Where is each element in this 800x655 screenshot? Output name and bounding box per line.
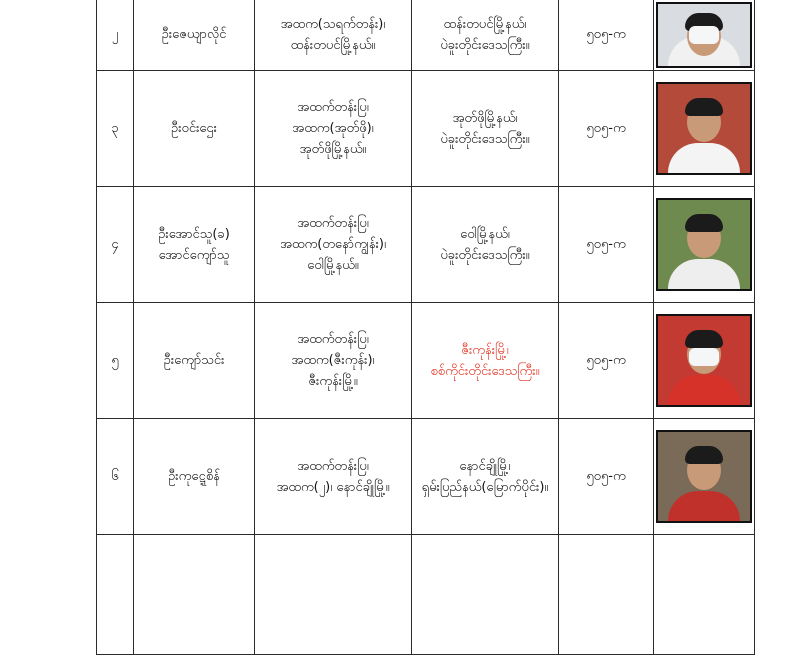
address-line: ဝေါမြို့နယ်၊ <box>460 226 510 242</box>
name-line: ဦးကျော်သင်း <box>163 353 225 368</box>
address-cell <box>412 187 559 303</box>
address-line: ဇီးကုန်းမြို့၊ <box>461 342 509 358</box>
photo-cell <box>654 303 755 419</box>
position-line: အထက(၂)၊ နောင်ချိုမြို့။ <box>276 479 390 495</box>
address-line: နောင်ချိုမြို့၊ <box>459 458 511 474</box>
name-line: အောင်ကျော်သူ <box>158 247 230 263</box>
code-cell: ၅၀၅-က <box>559 187 654 303</box>
photo-cell <box>654 535 755 655</box>
address-line: ပဲခူးတိုင်းဒေသကြီး။ <box>440 247 530 263</box>
row-number: ၆ <box>97 419 134 535</box>
name-cell <box>134 303 255 419</box>
row-number: ၄ <box>97 187 134 303</box>
name-cell <box>134 71 255 187</box>
portrait-photo <box>656 430 752 523</box>
table-row <box>97 303 755 419</box>
position-cell <box>255 71 412 187</box>
portrait-photo <box>656 82 752 175</box>
address-cell <box>412 535 559 655</box>
address-cell <box>412 0 559 71</box>
position-line: အုတ်ဖိုမြို့နယ်။ <box>299 142 367 157</box>
position-line: အထက်တန်းပြ၊ <box>297 332 369 347</box>
photo-cell <box>654 187 755 303</box>
position-line: အထက်တန်းပြ၊ <box>297 100 369 115</box>
name-cell <box>134 535 255 655</box>
address-line: ပဲခူးတိုင်းဒေသကြီး။ <box>440 37 530 53</box>
position-cell <box>255 419 412 535</box>
address-line: ရှမ်းပြည်နယ်(မြောက်ပိုင်း)။ <box>421 479 549 495</box>
position-line: အထက(အုတ်ဖို)၊ <box>292 121 374 136</box>
address-line: ပဲခူးတိုင်းဒေသကြီး။ <box>440 131 530 147</box>
address-cell <box>412 71 559 187</box>
photo-hair <box>685 98 723 116</box>
code-cell: ၅၀၅-က <box>559 419 654 535</box>
name-line: ဦးဝင်းဌေး <box>171 121 217 136</box>
code-cell: ၅၀၅-က <box>559 71 654 187</box>
photo-hair <box>685 214 723 232</box>
photo-hair <box>685 330 723 348</box>
position-line: အထက(သရက်တန်း)၊ <box>280 16 386 32</box>
portrait-photo <box>656 314 752 407</box>
photo-cell <box>654 71 755 187</box>
position-cell <box>255 303 412 419</box>
portrait-photo <box>656 2 752 68</box>
photo-hair <box>685 446 723 464</box>
row-number <box>97 535 134 655</box>
code-cell: ၅၀၅-က <box>559 0 654 71</box>
code-cell: ၅၀၅-က <box>559 303 654 419</box>
table-row <box>97 187 755 303</box>
table-row <box>97 419 755 535</box>
address-line: အုတ်ဖိုမြို့နယ်၊ <box>452 110 518 126</box>
position-line: ဝေါမြို့နယ်။ <box>307 258 359 273</box>
position-line: အထက(တနော်ကျွန်း)၊ <box>279 237 387 252</box>
name-line: ဦးဇေယျာလိုင် <box>161 27 227 42</box>
name-line: ဦးကုဋ္ဋေစိန် <box>168 469 220 484</box>
code-cell <box>559 535 654 655</box>
table-row <box>97 0 755 71</box>
address-cell <box>412 303 559 419</box>
photo-cell <box>654 0 755 71</box>
portrait-photo <box>656 198 752 291</box>
position-line: ထန်းတပင်မြို့နယ်။ <box>290 37 376 53</box>
row-number: ၅ <box>97 303 134 419</box>
position-line: အထက်တန်းပြ၊ <box>297 458 369 474</box>
address-line: ထန်းတပင်မြို့နယ်၊ <box>443 16 527 32</box>
face-mask <box>689 348 719 366</box>
name-cell <box>134 187 255 303</box>
position-line: အထက(ဇီးကုန်း)၊ <box>291 353 375 368</box>
position-cell <box>255 0 412 71</box>
photo-cell <box>654 419 755 535</box>
face-mask <box>689 26 719 44</box>
name-cell <box>134 419 255 535</box>
address-cell <box>412 419 559 535</box>
row-number: ၃ <box>97 71 134 187</box>
row-number: ၂ <box>97 0 134 71</box>
table-body <box>97 0 755 655</box>
position-cell <box>255 535 412 655</box>
position-cell <box>255 187 412 303</box>
name-line: ဦးအောင်သူ(ခ) <box>158 226 230 242</box>
table-row <box>97 71 755 187</box>
officials-table <box>96 0 755 655</box>
address-line: စစ်ကိုင်းတိုင်းဒေသကြီး။ <box>430 363 540 379</box>
name-cell <box>134 0 255 71</box>
position-line: အထက်တန်းပြ၊ <box>297 216 369 231</box>
table-row <box>97 535 755 655</box>
position-line: ဇီးကုန်းမြို့။ <box>308 374 358 389</box>
